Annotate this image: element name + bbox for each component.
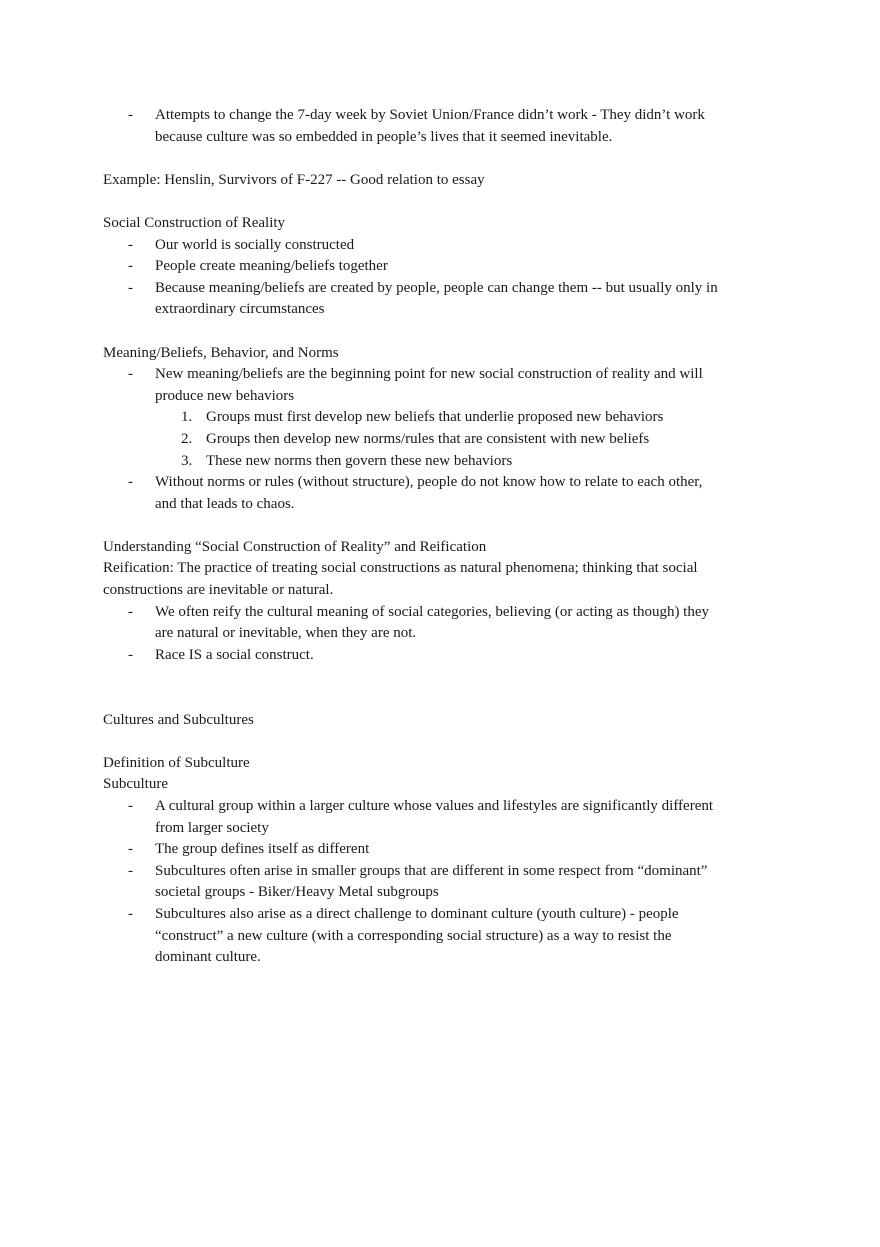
bullet-dash: - <box>128 841 133 858</box>
list-item <box>103 472 723 515</box>
list-item <box>103 235 723 257</box>
bullet-text: Subcultures often arise in smaller groups that are different in some respect from “dominant” societal groups - Biker/Heavy Metal subgroups <box>155 862 708 901</box>
subculture-definition-heading: Definition of Subculture <box>103 754 250 771</box>
bullet-text: Race IS a social construct. <box>155 646 314 663</box>
bullet-dash: - <box>128 798 133 814</box>
item-number: 2. <box>181 430 193 447</box>
spacer <box>103 191 723 213</box>
bullet-text: A cultural group within a larger culture whose values and lifestyles are significantly different from larger society <box>155 798 714 836</box>
document-body <box>103 105 723 969</box>
bullet-dash: - <box>128 862 133 879</box>
bullet-dash: - <box>128 258 133 275</box>
top-bullet-list <box>103 105 723 148</box>
list-item <box>103 256 723 278</box>
numbered-item <box>103 407 723 429</box>
bullet-dash: - <box>128 279 133 296</box>
meaning-beliefs-heading: Meaning/Beliefs, Behavior, and Norms <box>103 344 339 361</box>
bullet-dash: - <box>128 646 133 663</box>
cultures-heading: Cultures and Subcultures <box>103 711 254 728</box>
list-item <box>103 278 723 321</box>
bullet-dash: - <box>128 366 133 383</box>
list-item <box>103 364 723 407</box>
bullet-text: People create meaning/beliefs together <box>155 258 388 275</box>
bullet-text: Subcultures also arise as a direct challenge to dominant culture (youth culture) - people “construct” a new culture (with a corresponding social structure) as a way to resist the dominant culture. <box>155 905 679 966</box>
bullet-text: New meaning/beliefs are the beginning point for new social construction of reality and will produce new behaviors <box>155 366 703 404</box>
list-item <box>103 839 723 861</box>
social-construction-list <box>103 235 723 321</box>
reification-list <box>103 602 723 667</box>
bullet-dash: - <box>128 236 133 253</box>
item-number: 3. <box>181 452 193 469</box>
numbered-item <box>103 429 723 451</box>
list-item <box>103 796 723 839</box>
list-item <box>103 602 723 645</box>
bullet-dash: - <box>128 905 133 922</box>
spacer <box>103 731 723 753</box>
list-item <box>103 645 723 667</box>
subculture-list <box>103 796 723 969</box>
example-line: Example: Henslin, Survivors of F-227 -- Good relation to essay <box>103 171 485 188</box>
reification-definition: Reification: The practice of treating social constructions as natural phenomena; thinking that social constructions are inevitable or natural. <box>103 560 698 599</box>
spacer <box>103 666 723 709</box>
spacer <box>103 321 723 343</box>
meaning-beliefs-list-continued <box>103 472 723 515</box>
spacer <box>103 148 723 170</box>
bullet-text: Without norms or rules (without structure), people do not know how to relate to each other, and that leads to chaos. <box>155 474 703 512</box>
numbered-list <box>103 407 723 472</box>
social-construction-heading: Social Construction of Reality <box>103 214 286 231</box>
item-text: Groups must first develop new beliefs that underlie proposed new behaviors <box>206 409 664 426</box>
item-text: Groups then develop new norms/rules that are consistent with new beliefs <box>206 430 650 447</box>
numbered-item <box>103 451 723 473</box>
item-number: 1. <box>181 409 193 426</box>
bullet-text: Our world is socially constructed <box>155 236 355 253</box>
list-item <box>103 105 723 148</box>
subculture-subheading: Subculture <box>103 776 168 793</box>
bullet-text: The group defines itself as different <box>155 841 370 858</box>
bullet-dash: - <box>128 107 133 123</box>
spacer <box>103 515 723 537</box>
bullet-text: We often reify the cultural meaning of social categories, believing (or acting as though) they are natural or inevitable, when they are not. <box>155 603 710 642</box>
meaning-beliefs-list <box>103 364 723 407</box>
bullet-text: Attempts to change the 7-day week by Soviet Union/France didn’t work - They didn’t work because culture was so embedded in people’s lives that it seemed inevitable. <box>155 107 705 145</box>
bullet-text: Because meaning/beliefs are created by people, people can change them -- but usually only in extraordinary circumstances <box>155 279 718 318</box>
bullet-dash: - <box>128 474 133 491</box>
list-item <box>103 904 723 969</box>
reification-heading: Understanding “Social Construction of Reality” and Reification <box>103 538 487 555</box>
bullet-dash: - <box>128 603 133 620</box>
list-item <box>103 861 723 904</box>
item-text: These new norms then govern these new behaviors <box>206 452 513 469</box>
